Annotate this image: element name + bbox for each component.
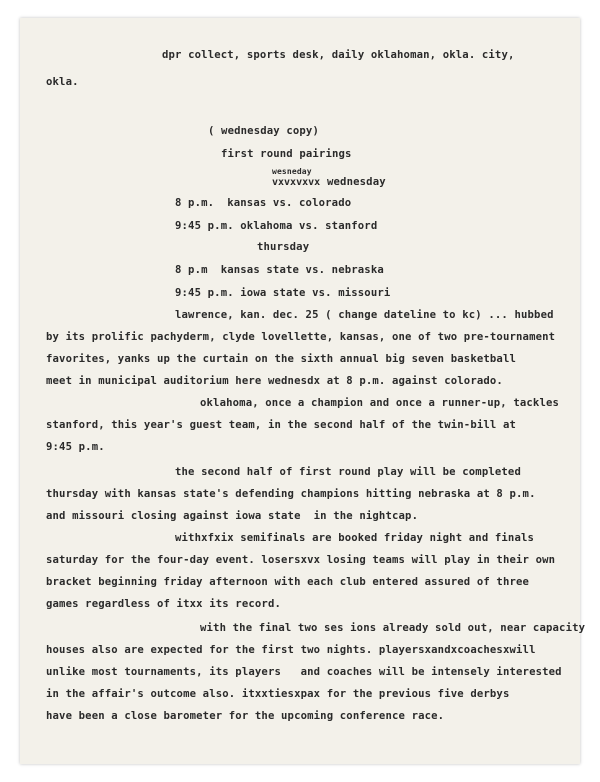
game-2: 9:45 p.m. oklahoma vs. stanford (175, 220, 378, 232)
copy-label: ( wednesday copy) (208, 125, 319, 137)
body-line-16: houses also are expected for the first two nights. playersxandxcoachesxwill (46, 644, 536, 656)
day1-heading: wednesday (327, 176, 386, 188)
day2-heading: thursday (257, 241, 310, 253)
day1-struck: vxvxvxvx (272, 177, 321, 188)
body-line-3: favorites, yanks up the curtain on the sixth annual big seven basketball (46, 353, 517, 365)
body-line-7: 9:45 p.m. (46, 441, 105, 453)
body-line-9: thursday with kansas state's defending champions hitting nebraska at 8 p.m. (46, 488, 536, 500)
body-line-10: and missouri closing against iowa state in the nightcap. (46, 510, 419, 522)
body-line-5: oklahoma, once a champion and once a runner-up, tackles (200, 397, 560, 409)
typewritten-page (20, 18, 586, 764)
game-4: 9:45 p.m. iowa state vs. missouri (175, 287, 391, 299)
header-line-2: okla. (46, 76, 79, 88)
body-line-18: in the affair's outcome also. itxxtiesxpax for the previous five derbys (46, 688, 510, 700)
body-line-14: games regardless of itxx its record. (46, 598, 282, 610)
body-line-19: have been a close barometer for the upcoming conference race. (46, 710, 445, 722)
body-line-1: lawrence, kan. dec. 25 ( change dateline to kc) ... hubbed (175, 309, 554, 321)
body-line-4: meet in municipal auditorium here wednesdx at 8 p.m. against colorado. (46, 375, 503, 387)
game-1: 8 p.m. kansas vs. colorado (175, 197, 352, 209)
game-3: 8 p.m kansas state vs. nebraska (175, 264, 384, 276)
day1-correction: wesneday (272, 167, 312, 176)
body-line-17: unlike most tournaments, its players and coaches will be intensely interested (46, 666, 562, 678)
body-line-15: with the final two ses ions already sold out, near capacity (200, 622, 586, 634)
body-line-6: stanford, this year's guest team, in the second half of the twin-bill at (46, 419, 517, 431)
body-line-2: by its prolific pachyderm, clyde lovellette, kansas, one of two pre-tournament (46, 331, 556, 343)
body-line-11: withxfxix semifinals are booked friday night and finals (175, 532, 535, 544)
body-line-13: bracket beginning friday afternoon with each club entered assured of three (46, 576, 530, 588)
pairings-title: first round pairings (221, 148, 352, 160)
body-line-12: saturday for the four-day event. losersxvx losing teams will play in their own (46, 554, 556, 566)
body-line-8: the second half of first round play will be completed (175, 466, 521, 478)
header-line-1: dpr collect, sports desk, daily oklahoman, okla. city, (162, 49, 515, 61)
